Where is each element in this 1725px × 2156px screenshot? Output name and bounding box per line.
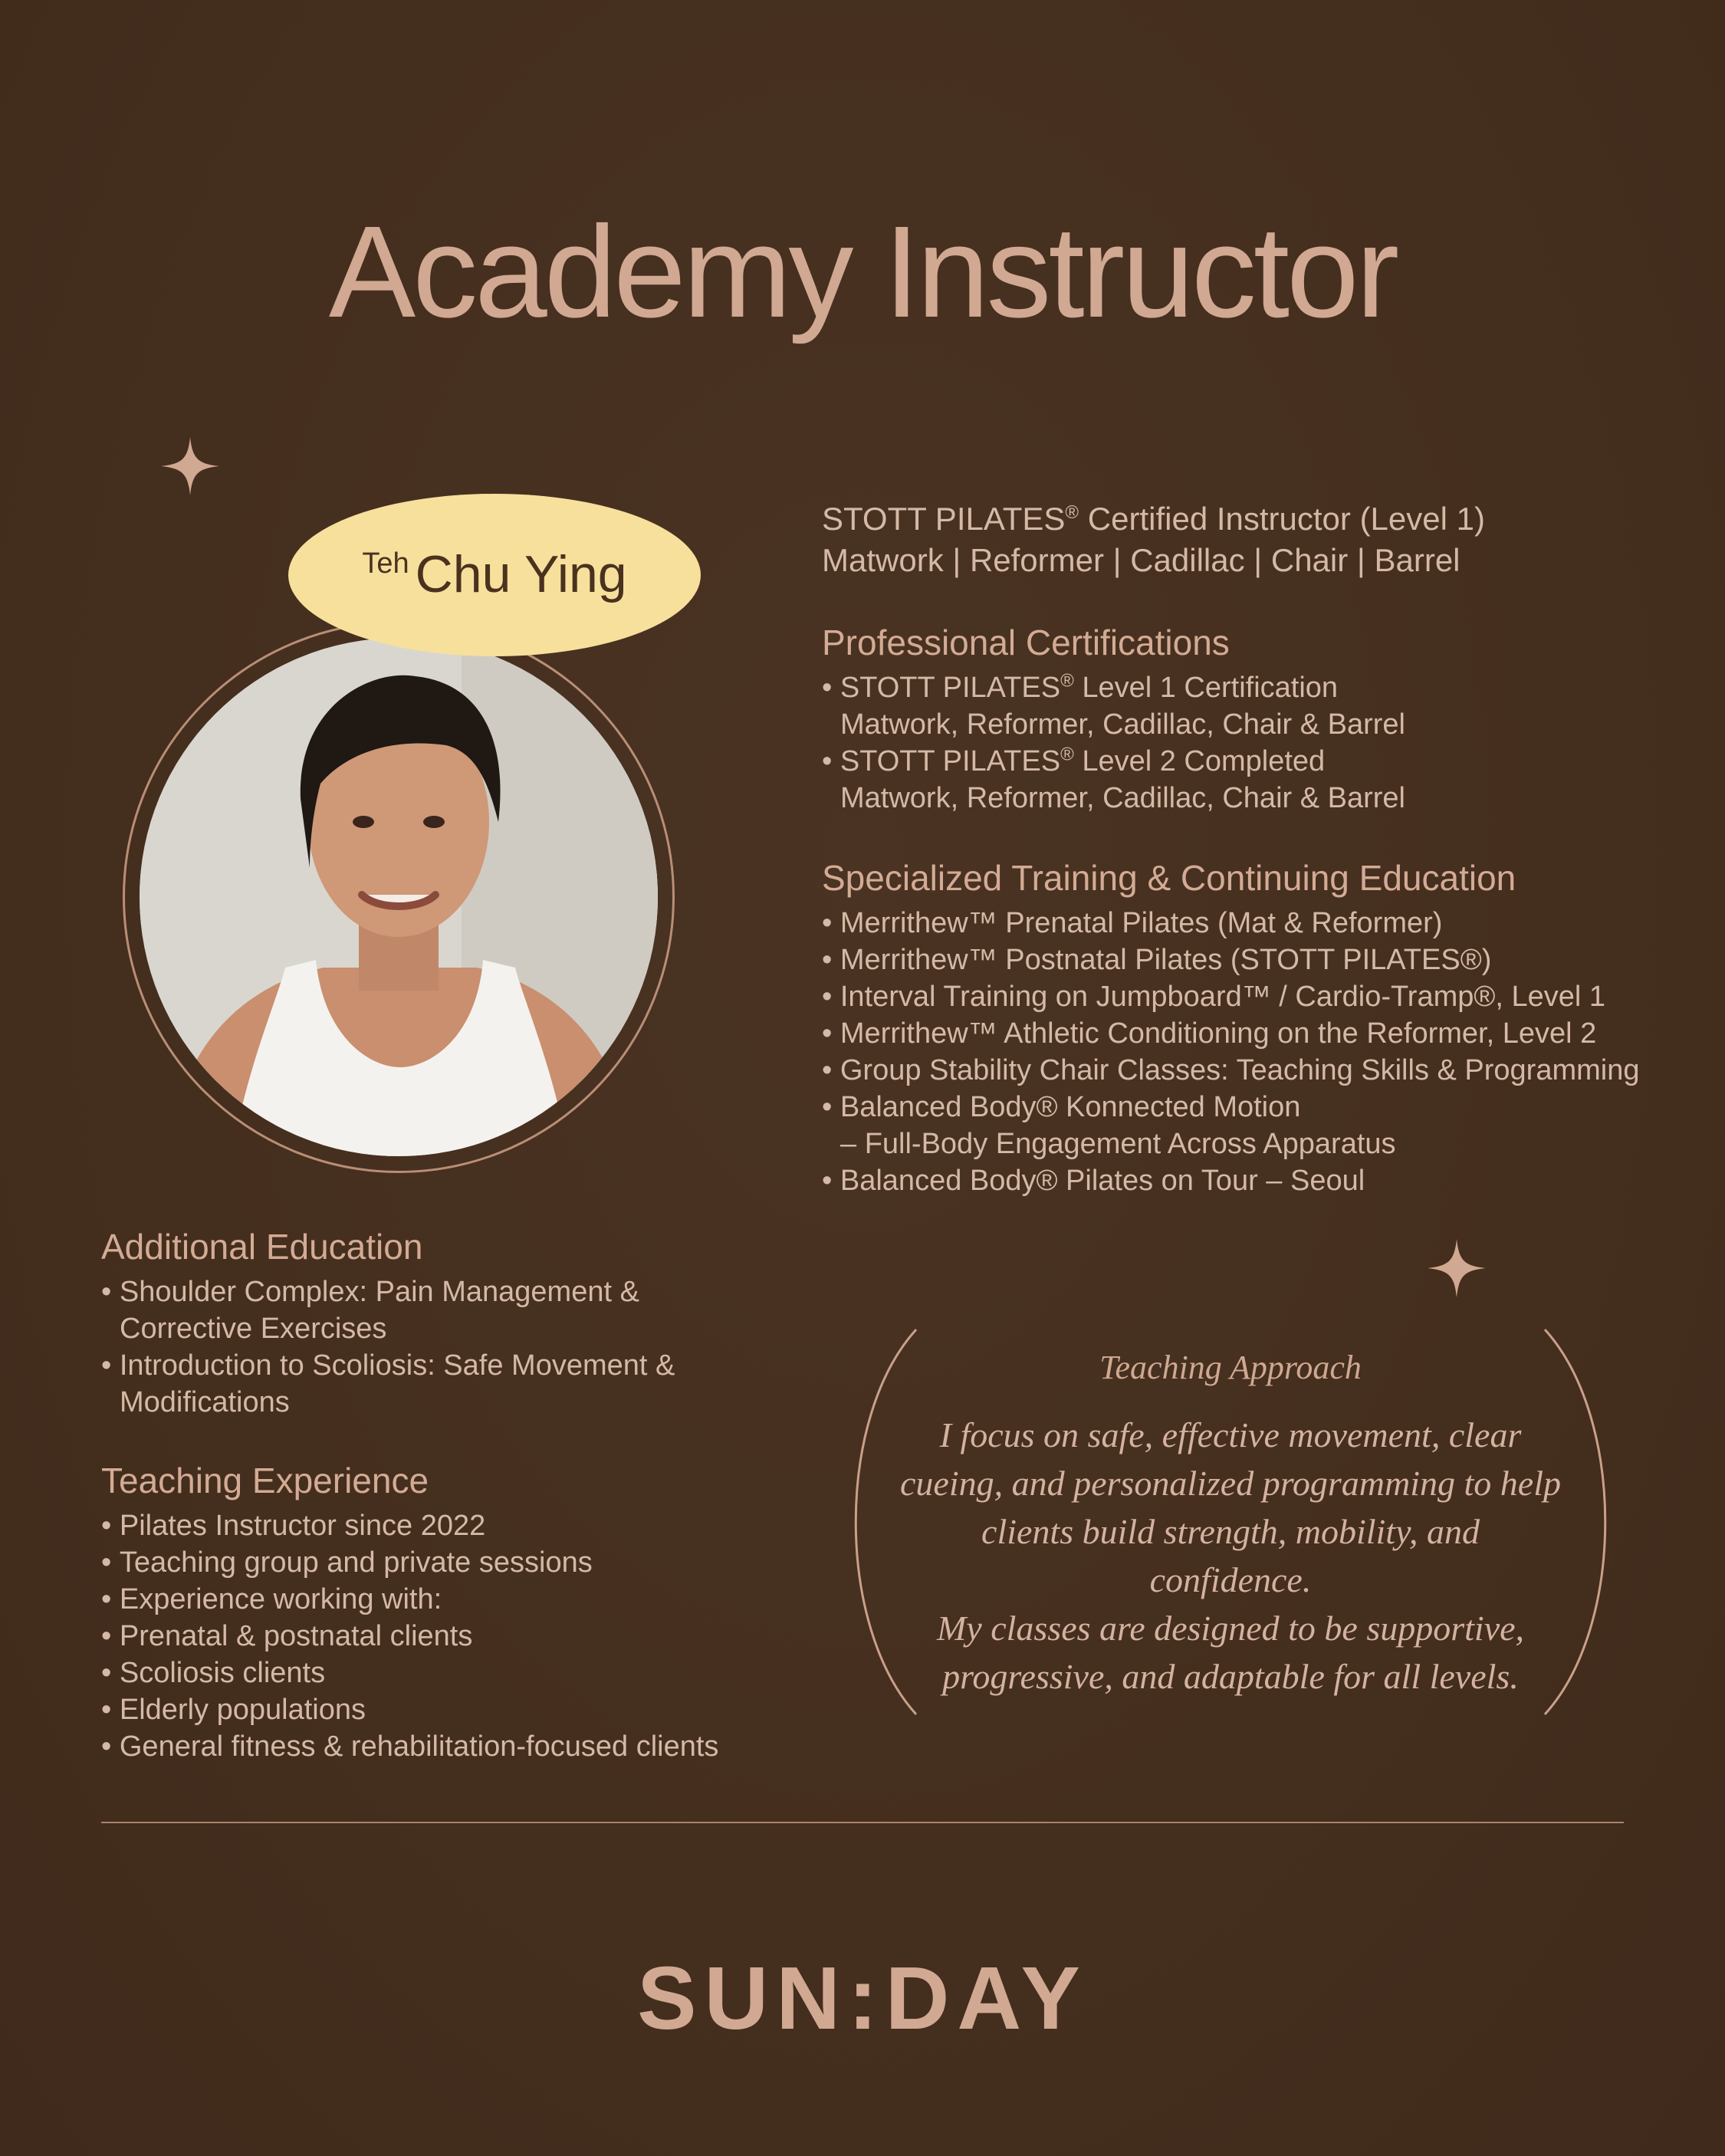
list-item: • Experience working with: [101,1581,791,1618]
approach-title: Teaching Approach [1099,1349,1362,1386]
credentials-column [822,498,1681,1237]
professional-heading: Professional Certifications [822,623,1230,662]
list-item: • Balanced Body® Pilates on Tour – Seoul [822,1162,1681,1199]
list-item: • STOTT PILATES® Level 1 Certification [822,669,1681,706]
list-item-detail: Matwork, Reformer, Cadillac, Chair & Barrel [840,708,1405,741]
list-item: • General fitness & rehabilitation-focused clients [101,1728,791,1765]
experience-heading: Teaching Experience [101,1460,429,1500]
list-item-detail: Modifications [120,1385,290,1418]
certification-apparatus: Matwork | Reformer | Cadillac | Chair | Barrel [822,542,1460,578]
list-item: • Introduction to Scoliosis: Safe Movement & [101,1347,791,1384]
list-item: • Shoulder Complex: Pain Management & [101,1274,791,1310]
brand-logo: SUN:DAY [637,1948,1088,2048]
instructor-photo [140,638,658,1156]
list-item: • Pilates Instructor since 2022 [101,1507,791,1544]
sparkle-icon [1426,1237,1487,1299]
name-bubble [288,494,701,656]
instructor-given-name: Teh [362,547,409,580]
list-item: • Balanced Body® Konnected Motion [822,1089,1681,1126]
page-title: Academy Instructor [328,199,1397,345]
list-item: • Interval Training on Jumpboard™ / Cardio-Tramp®, Level 1 [822,978,1681,1015]
sparkle-icon [159,435,221,497]
list-item: • Merrithew™ Prenatal Pilates (Mat & Reformer) [822,905,1681,942]
list-item: • Teaching group and private sessions [101,1544,791,1581]
list-item: • Group Stability Chair Classes: Teaching Skills & Programming [822,1052,1681,1089]
list-item: • STOTT PILATES® Level 2 Completed [822,743,1681,780]
list-item: • Merrithew™ Athletic Conditioning on the Reformer, Level 2 [822,1015,1681,1052]
specialized-heading: Specialized Training & Continuing Education [822,857,1516,898]
list-item: • Elderly populations [101,1691,791,1728]
instructor-name: Chu Ying [415,545,627,603]
approach-text: I focus on safe, effective movement, clear cueing, and personalized programming to help clients build strength, mobility, and confidence. My classes are designed to be supportive, progressive, and adaptable for all levels. [899,1415,1561,1696]
list-item-detail: – Full-Body Engagement Across Apparatus [840,1127,1396,1160]
list-item: • Scoliosis clients [101,1655,791,1691]
list-item-detail: Corrective Exercises [120,1312,387,1345]
list-item-detail: Matwork, Reformer, Cadillac, Chair & Barrel [840,781,1405,814]
list-item: • Prenatal & postnatal clients [101,1618,791,1655]
education-column [101,1227,791,1803]
divider [101,1822,1624,1823]
list-item: • Merrithew™ Postnatal Pilates (STOTT PILATES®) [822,942,1681,978]
additional-heading: Additional Education [101,1227,423,1267]
teaching-approach [836,1326,1625,1717]
certification-title: STOTT PILATES® Certified Instructor (Level 1) [822,501,1485,537]
